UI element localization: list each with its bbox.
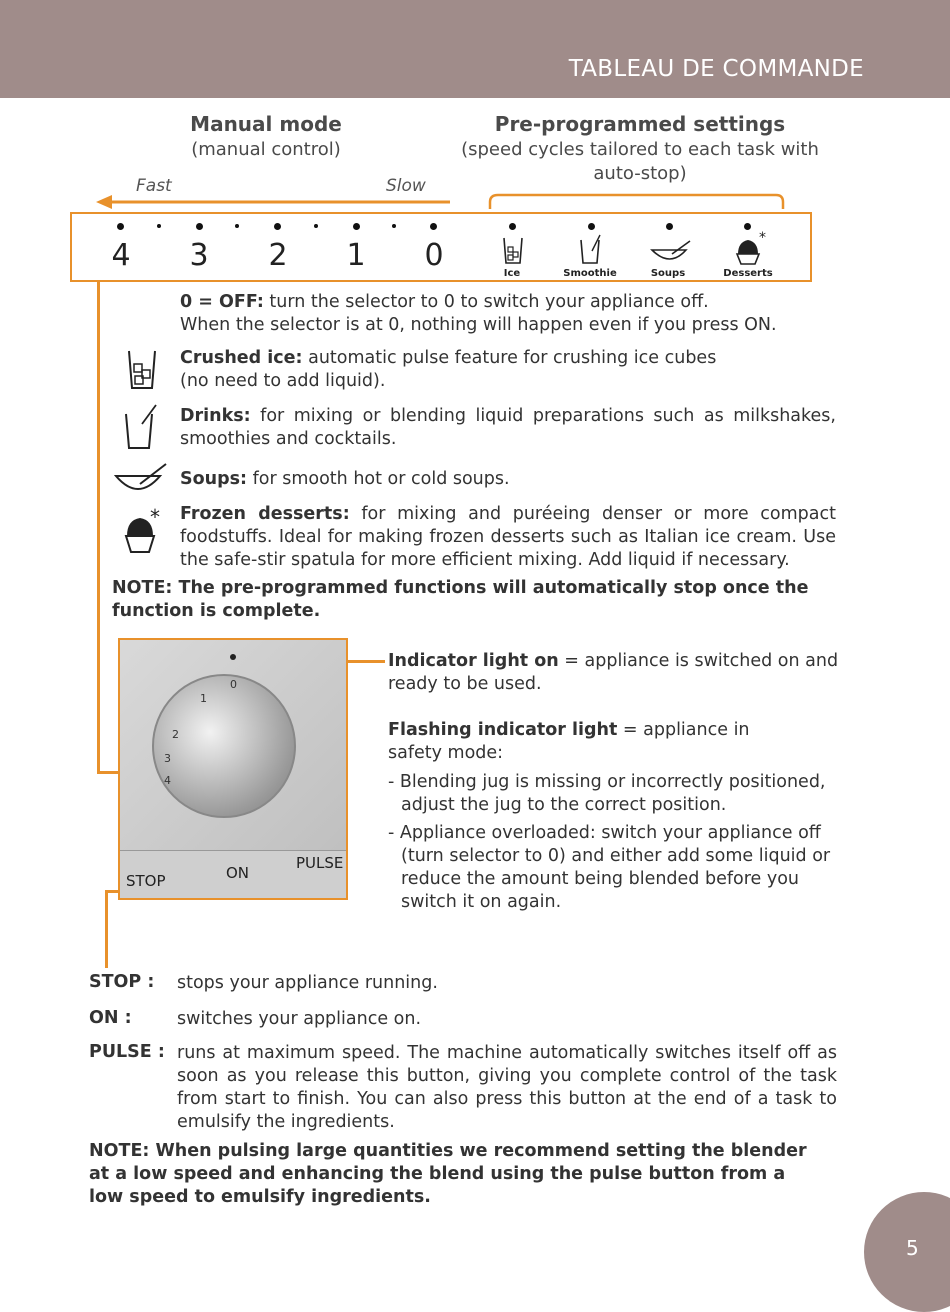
flashing-indicator-label: Flashing indicator light — [388, 720, 618, 740]
speed-small-dot — [157, 224, 161, 228]
speed-small-dot — [235, 224, 239, 228]
svg-text:*: * — [759, 230, 766, 246]
manual-mode-subtitle: (manual control) — [191, 139, 341, 160]
smoothie-icon — [578, 233, 604, 265]
speed-small-dot — [392, 224, 396, 228]
soups-text: for smooth hot or cold soups. — [247, 469, 510, 489]
speed-1-label: 1 — [346, 238, 366, 273]
stop-connector-vertical — [105, 890, 108, 968]
on-def-text: switches your appliance on. — [177, 1009, 422, 1029]
svg-text:*: * — [150, 506, 160, 529]
pulse-button[interactable]: PULSE — [296, 854, 344, 872]
dial-number-1: 1 — [200, 692, 207, 705]
indicator-light — [230, 654, 236, 660]
off-label: 0 = OFF: — [180, 292, 264, 312]
soups-label: Soups: — [180, 469, 248, 489]
drinks-label: Drinks: — [180, 406, 251, 426]
stop-button[interactable]: STOP — [126, 872, 166, 890]
program-ice-label: Ice — [503, 268, 521, 279]
page-header-bar — [0, 0, 950, 98]
preprogrammed-bracket — [488, 192, 786, 210]
drinks-icon — [122, 402, 162, 450]
speed-4-label: 4 — [111, 238, 131, 273]
preprogrammed-subtitle-1: (speed cycles tailored to each task with — [461, 139, 819, 160]
slow-label: Slow — [386, 176, 426, 196]
drinks-description — [180, 405, 836, 451]
off-line1: turn the selector to 0 to switch your appliance off. — [263, 292, 709, 312]
speed-selector-knob[interactable] — [152, 674, 296, 818]
note-pulsing: NOTE: When pulsing large quantities we recommend setting the blender at a low speed and enhancing the blend using the pulse button from a low speed to emulsify ingredients. — [89, 1141, 807, 1207]
connector-line-vertical — [97, 282, 100, 774]
preprogrammed-subtitle-2: auto-stop) — [593, 163, 687, 184]
flashing-indicator-text: = appliance in safety mode: — [388, 720, 750, 763]
fast-label: Fast — [136, 176, 172, 196]
program-smoothie-label: Smoothie — [563, 268, 617, 279]
speed-direction-arrow — [96, 194, 452, 210]
speed-dot — [196, 223, 203, 230]
program-desserts-label: Desserts — [723, 268, 773, 279]
speed-dot — [353, 223, 360, 230]
crushed-ice-line2: (no need to add liquid). — [180, 371, 386, 391]
program-soups-label: Soups — [650, 268, 686, 279]
off-description — [180, 291, 840, 337]
stop-def-label: STOP : — [89, 972, 155, 992]
crushed-ice-line1: automatic pulse feature for crushing ice cubes — [302, 348, 717, 368]
flashing-indicator-description — [388, 719, 808, 765]
program-dot — [666, 223, 673, 230]
note-preprogrammed: NOTE: The pre-programmed functions will automatically stop once the function is complete. — [112, 578, 809, 621]
frozen-desserts-label: Frozen desserts: — [180, 504, 350, 524]
frozen-desserts-description — [180, 503, 836, 572]
dial-number-2: 2 — [172, 728, 179, 741]
dial-number-4: 4 — [164, 774, 171, 787]
pulse-def-text: runs at maximum speed. The machine automatically switches itself off as soon as you release this button, giving you complete control of the task from start to finish. You can also press this button at the end of a task to emulsify the ingredients. — [177, 1043, 837, 1132]
page-title: TABLEAU DE COMMANDE — [568, 56, 864, 82]
program-dot — [509, 223, 516, 230]
ice-icon — [501, 235, 525, 265]
speed-0-label: 0 — [424, 238, 444, 273]
indicator-on-text: = appliance is switched on and ready to be used. — [388, 651, 839, 694]
speed-dot — [430, 223, 437, 230]
indicator-on-label: Indicator light on — [388, 651, 559, 671]
flashing-bullet-1: - Blending jug is missing or incorrectly positioned, adjust the jug to the correct position. — [388, 772, 826, 815]
program-dot — [588, 223, 595, 230]
crushed-ice-description — [180, 347, 840, 393]
desserts-icon — [733, 228, 773, 266]
soups-description — [180, 468, 840, 491]
speed-dot — [117, 223, 124, 230]
flashing-bullet-2: - Appliance overloaded: switch your appliance off (turn selector to 0) and either add some liquid or reduce the amount being blended before you switch it on again. — [388, 823, 831, 912]
frozen-desserts-text: for mixing and puréeing denser or more compact foodstuffs. Ideal for making frozen desserts such as Italian ice cream. Use the safe-stir spatula for more efficient mixing. Add liquid if necessary. — [180, 504, 836, 570]
speed-2-label: 2 — [268, 238, 288, 273]
soups-bowl-icon — [114, 462, 170, 498]
on-button[interactable]: ON — [226, 864, 250, 882]
speed-small-dot — [314, 224, 318, 228]
pulse-def-label: PULSE : — [89, 1042, 165, 1062]
crushed-ice-label: Crushed ice: — [180, 348, 303, 368]
soups-icon — [650, 238, 694, 266]
on-def-label: ON : — [89, 1008, 132, 1028]
speed-dot — [274, 223, 281, 230]
control-panel-photo — [118, 638, 348, 900]
speed-3-label: 3 — [189, 238, 209, 273]
preprogrammed-title: Pre-programmed settings — [494, 112, 786, 136]
drinks-text: for mixing or blending liquid preparations such as milkshakes, smoothies and cocktails. — [180, 406, 836, 449]
off-line2: When the selector is at 0, nothing will happen even if you press ON. — [180, 315, 777, 335]
dial-number-0: 0 — [230, 678, 237, 691]
crushed-ice-icon — [126, 348, 158, 390]
stop-def-text: stops your appliance running. — [177, 973, 438, 993]
indicator-on-description — [388, 650, 840, 696]
page-number: 5 — [906, 1236, 919, 1260]
frozen-desserts-icon — [120, 506, 170, 556]
dial-number-3: 3 — [164, 752, 171, 765]
manual-mode-title: Manual mode — [190, 112, 342, 136]
